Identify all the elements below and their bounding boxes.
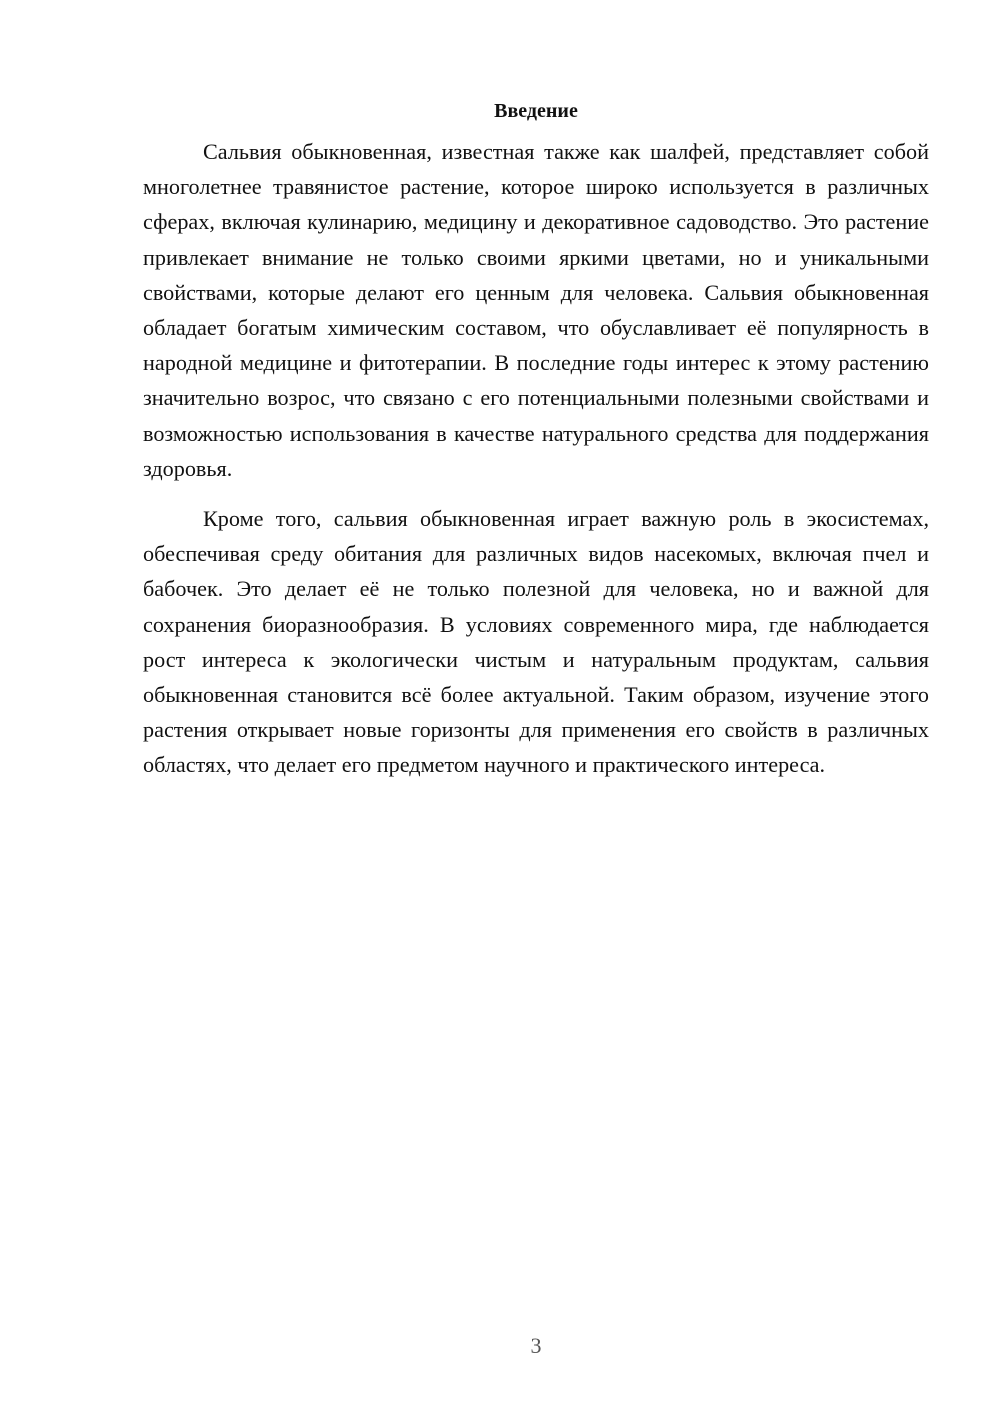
page-number: 3 <box>530 1333 542 1358</box>
section-heading: Введение <box>494 100 578 122</box>
page-content <box>143 92 929 783</box>
paragraph-ecosystem-role: Кроме того, сальвия обыкновенная играет важную роль в экосистемах, обеспечивая среду обитания для различных видов насекомых, включая пчел и бабочек. Это делает её не только полезной для человека, но и важной для сохранения биоразнообразия. В условиях современного мира, где наблюдается рост интереса к экологически чистым и натуральным продуктам, сальвия обыкновенная становится всё более актуальной. Таким образом, изучение этого растения открывает новые горизонты для применения его свойств в различных областях, что делает его предметом научного и практического интереса. <box>143 506 929 778</box>
paragraph-introduction: Сальвия обыкновенная, известная также как шалфей, представляет собой многолетнее травянистое растение, которое широко используется в различных сферах, включая кулинарию, медицину и декоративное садоводство. Это растение привлекает внимание не только своими яркими цветами, но и уникальными свойствами, которые делают его ценным для человека. Сальвия обыкновенная обладает богатым химическим составом, что обуславливает её популярность в народной медицине и фитотерапии. В последние годы интерес к этому растению значительно возрос, что связано с его потенциальными полезными свойствами и возможностью использования в качестве натурального средства для поддержания здоровья. <box>143 139 929 481</box>
